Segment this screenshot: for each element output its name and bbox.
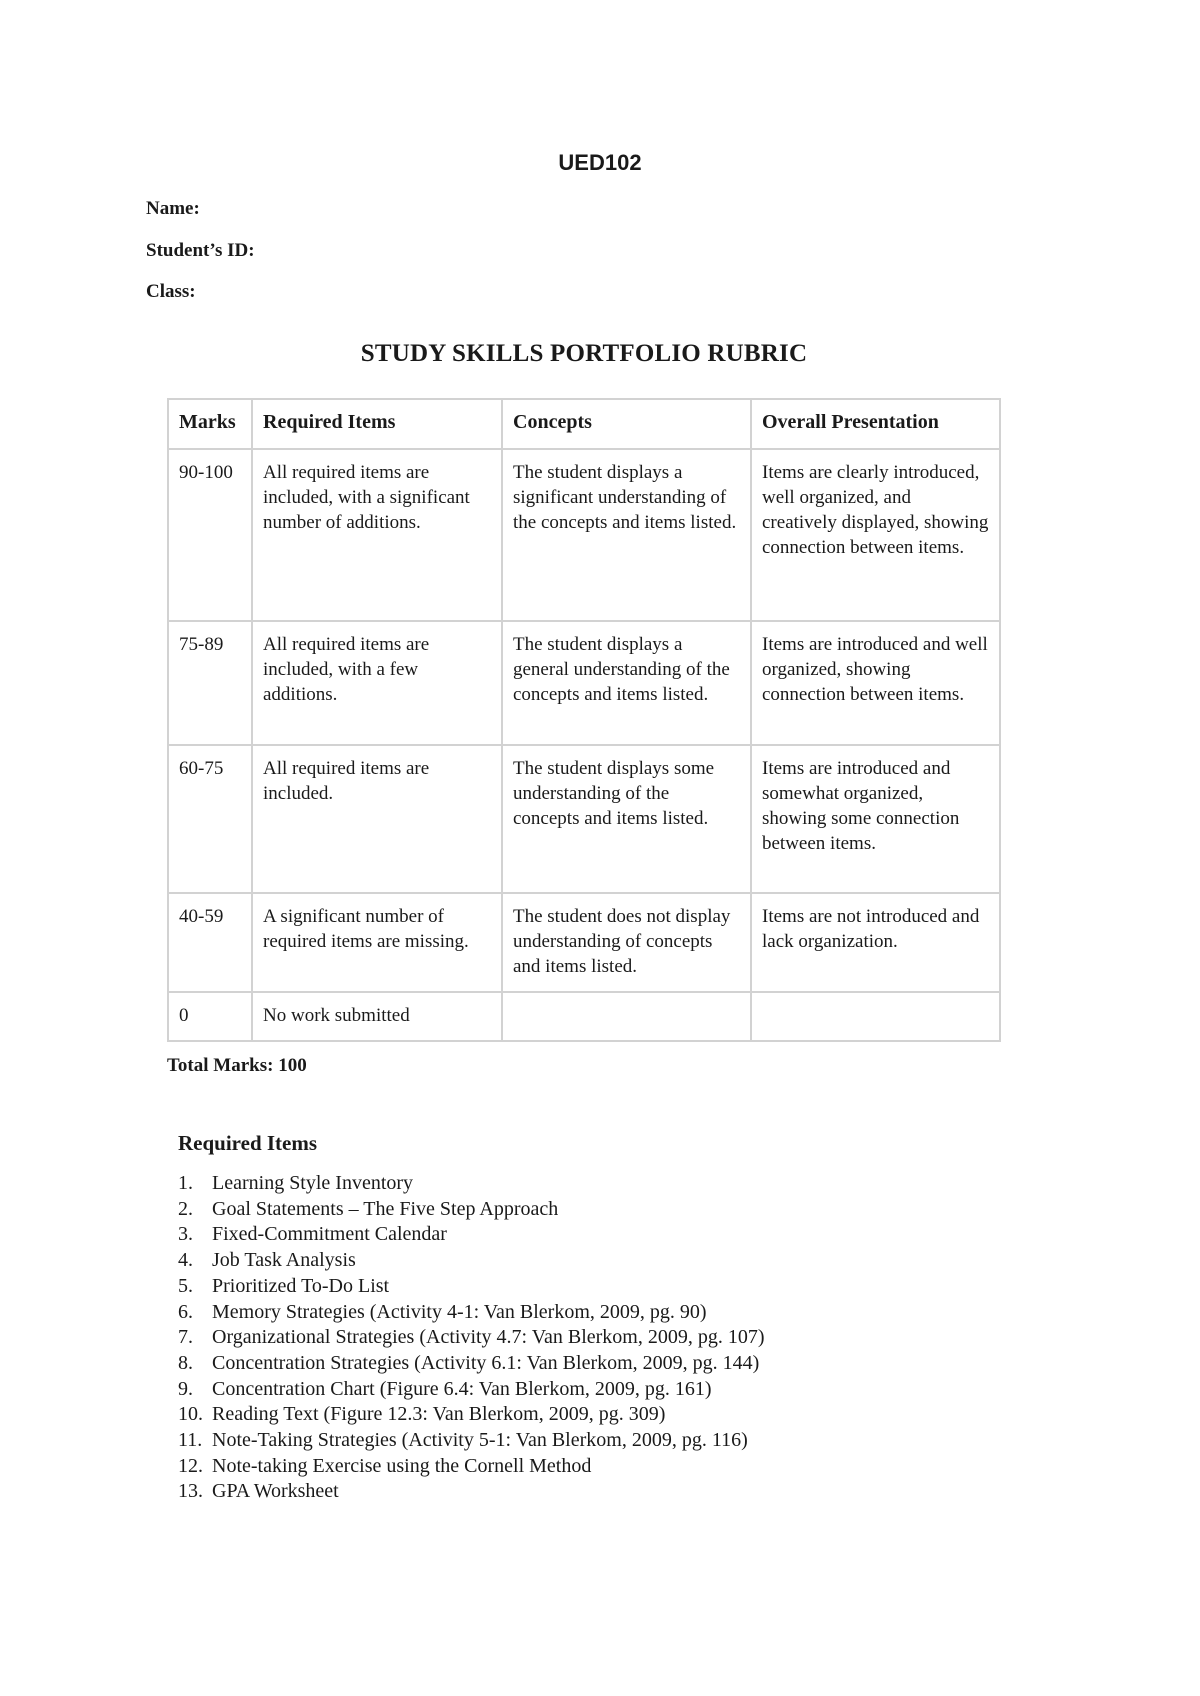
list-item (178, 1454, 765, 1480)
list-item (178, 1248, 765, 1274)
list-item (178, 1274, 765, 1300)
list-item-number: 12. (178, 1454, 203, 1477)
rubric-table-container (167, 398, 999, 1042)
column-header-marks: Marks (168, 399, 252, 449)
rubric-table (167, 398, 1001, 1042)
list-item (178, 1428, 765, 1454)
concepts-cell (502, 992, 751, 1041)
required-items-list (178, 1171, 765, 1505)
overall-presentation-cell: Items are not introduced and lack organization. (751, 893, 1000, 992)
course-code: UED102 (558, 150, 642, 175)
list-item-text: Prioritized To-Do List (212, 1274, 390, 1297)
overall-presentation-cell: Items are introduced and well organized, showing connection between items. (751, 621, 1000, 745)
list-item (178, 1325, 765, 1351)
concepts-cell: The student displays a general understanding of the concepts and items listed. (502, 621, 751, 745)
marks-cell: 0 (168, 992, 252, 1041)
list-item (178, 1377, 765, 1403)
marks-cell: 75-89 (168, 621, 252, 745)
list-item-number: 6. (178, 1300, 193, 1323)
list-item (178, 1402, 765, 1428)
list-item (178, 1351, 765, 1377)
column-header-concepts: Concepts (502, 399, 751, 449)
list-item (178, 1171, 765, 1197)
rubric-header-row (168, 399, 1000, 449)
rubric-row (168, 745, 1000, 893)
list-item-text: Reading Text (Figure 12.3: Van Blerkom, 2009, pg. 309) (212, 1403, 666, 1426)
marks-cell: 60-75 (168, 745, 252, 893)
list-item-text: Job Task Analysis (212, 1249, 356, 1272)
list-item-text: Fixed-Commitment Calendar (212, 1223, 447, 1246)
list-item-number: 7. (178, 1326, 193, 1349)
concepts-cell: The student displays a significant understanding of the concepts and items listed. (502, 449, 751, 621)
list-item-number: 1. (178, 1172, 193, 1194)
overall-presentation-cell: Items are clearly introduced, well organized, and creatively displayed, showing connection between items. (751, 449, 1000, 621)
list-item-number: 9. (178, 1377, 193, 1400)
rubric-row (168, 621, 1000, 745)
list-item-text: Learning Style Inventory (212, 1172, 414, 1194)
required-items-cell: No work submitted (252, 992, 502, 1041)
list-item (178, 1197, 765, 1223)
list-item-number: 2. (178, 1197, 193, 1220)
concepts-cell: The student displays some understanding of the concepts and items listed. (502, 745, 751, 893)
column-header-overall-presentation: Overall Presentation (751, 399, 1000, 449)
list-item (178, 1222, 765, 1248)
list-item-number: 10. (178, 1403, 203, 1426)
list-item-text: Concentration Strategies (Activity 6.1: Van Blerkom, 2009, pg. 144) (212, 1351, 760, 1374)
rubric-row (168, 449, 1000, 621)
rubric-row (168, 893, 1000, 992)
required-items-cell: A significant number of required items are missing. (252, 893, 502, 992)
list-item-number: 5. (178, 1274, 193, 1297)
list-item-number: 11. (178, 1429, 203, 1452)
list-item-text: Goal Statements – The Five Step Approach (212, 1197, 559, 1220)
class-label: Class: (146, 281, 196, 302)
name-label: Name: (146, 198, 200, 219)
total-marks: Total Marks: 100 (167, 1055, 307, 1076)
rubric-title: STUDY SKILLS PORTFOLIO RUBRIC (360, 340, 808, 367)
list-item-text: Memory Strategies (Activity 4-1: Van Blerkom, 2009, pg. 90) (212, 1300, 707, 1323)
list-item-number: 8. (178, 1351, 193, 1374)
list-item (178, 1479, 765, 1505)
overall-presentation-cell (751, 992, 1000, 1041)
list-item-number: 13. (178, 1480, 203, 1503)
student-id-label: Student’s ID: (146, 240, 255, 261)
required-items-cell: All required items are included, with a significant number of additions. (252, 449, 502, 621)
column-header-required-items: Required Items (252, 399, 502, 449)
concepts-cell: The student does not display understanding of concepts and items listed. (502, 893, 751, 992)
required-items-heading: Required Items (178, 1131, 318, 1155)
rubric-row (168, 992, 1000, 1041)
required-items-cell: All required items are included. (252, 745, 502, 893)
list-item-text: Note-taking Exercise using the Cornell Method (212, 1454, 592, 1477)
list-item-number: 4. (178, 1249, 193, 1272)
list-item (178, 1300, 765, 1326)
list-item-text: GPA Worksheet (212, 1480, 339, 1503)
list-item-text: Concentration Chart (Figure 6.4: Van Blerkom, 2009, pg. 161) (212, 1377, 712, 1400)
marks-cell: 90-100 (168, 449, 252, 621)
required-items-cell: All required items are included, with a few additions. (252, 621, 502, 745)
list-item-number: 3. (178, 1223, 193, 1246)
marks-cell: 40-59 (168, 893, 252, 992)
list-item-text: Note-Taking Strategies (Activity 5-1: Van Blerkom, 2009, pg. 116) (212, 1429, 748, 1452)
overall-presentation-cell: Items are introduced and somewhat organized, showing some connection between items. (751, 745, 1000, 893)
list-item-text: Organizational Strategies (Activity 4.7: Van Blerkom, 2009, pg. 107) (212, 1326, 765, 1349)
